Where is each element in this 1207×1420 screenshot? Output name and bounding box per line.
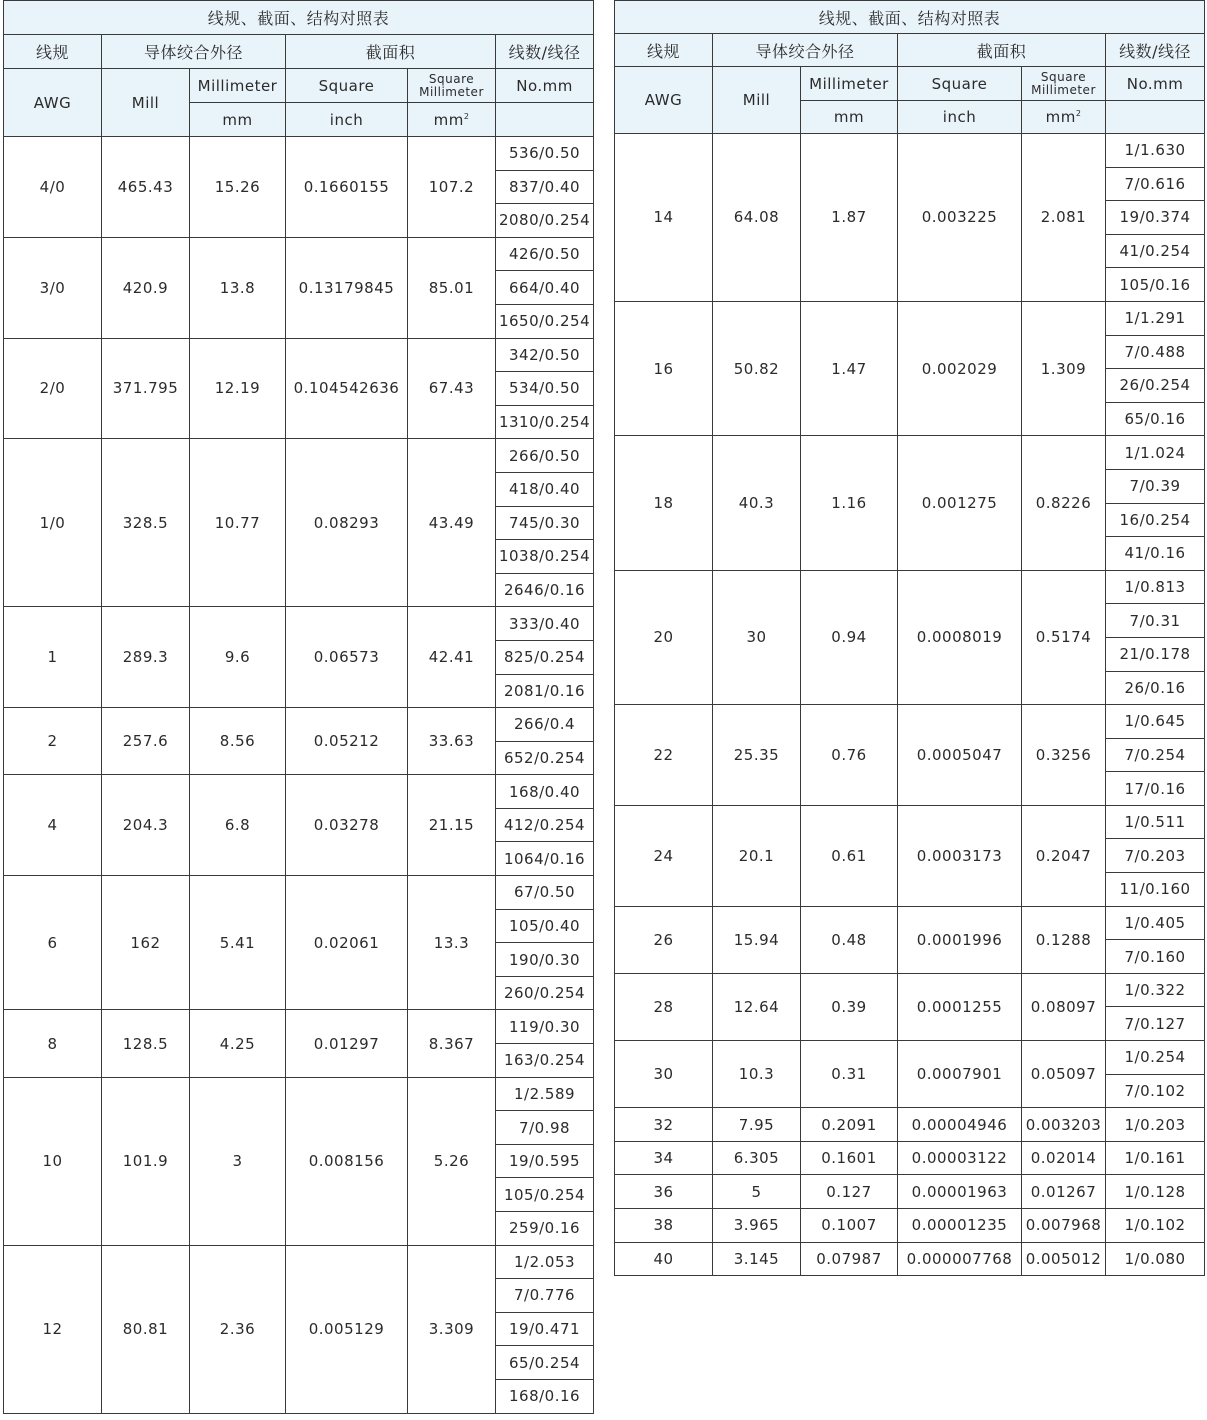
mm2-cell: 8.367 bbox=[408, 1010, 496, 1077]
mill-cell: 20.1 bbox=[713, 805, 801, 906]
inch-cell: 0.08293 bbox=[286, 439, 408, 607]
inch-cell: 0.05212 bbox=[286, 708, 408, 775]
mm-cell: 0.1601 bbox=[801, 1141, 898, 1175]
col-gauge-header: 线规 bbox=[4, 35, 102, 69]
table-row bbox=[4, 1077, 594, 1111]
mm2-cell: 5.26 bbox=[408, 1077, 496, 1245]
square-header: Square bbox=[286, 69, 408, 103]
mm2-cell: 2.081 bbox=[1022, 134, 1106, 302]
mm2-cell: 67.43 bbox=[408, 338, 496, 439]
unit-mm: mm bbox=[190, 103, 286, 137]
mm-cell: 0.1007 bbox=[801, 1209, 898, 1243]
table-row bbox=[615, 1141, 1205, 1175]
table-row bbox=[615, 805, 1205, 839]
inch-cell: 0.0001255 bbox=[898, 973, 1022, 1040]
strand-cell: 119/0.30 bbox=[496, 1010, 594, 1044]
strand-cell: 7/0.488 bbox=[1106, 335, 1205, 369]
awg-cell: 8 bbox=[4, 1010, 102, 1077]
awg-cell: 1 bbox=[4, 607, 102, 708]
table-row bbox=[4, 775, 594, 809]
table-row bbox=[4, 439, 594, 473]
strand-cell: 19/0.471 bbox=[496, 1312, 594, 1346]
table-row bbox=[615, 1175, 1205, 1209]
strand-cell: 7/0.616 bbox=[1106, 167, 1205, 201]
strand-cell: 7/0.203 bbox=[1106, 839, 1205, 873]
strand-cell: 105/0.40 bbox=[496, 909, 594, 943]
strand-cell: 1038/0.254 bbox=[496, 540, 594, 574]
square-millimeter-header bbox=[408, 69, 496, 103]
awg-cell: 40 bbox=[615, 1242, 713, 1276]
mm2-cell: 0.08097 bbox=[1022, 973, 1106, 1040]
strand-cell: 163/0.254 bbox=[496, 1044, 594, 1078]
mm2-cell: 0.2047 bbox=[1022, 805, 1106, 906]
awg-cell: 36 bbox=[615, 1175, 713, 1209]
mm2-cell: 21.15 bbox=[408, 775, 496, 876]
table-row bbox=[4, 708, 594, 742]
strand-cell: 1/2.053 bbox=[496, 1245, 594, 1279]
mill-cell: 289.3 bbox=[102, 607, 190, 708]
inch-cell: 0.1660155 bbox=[286, 137, 408, 238]
strand-cell: 652/0.254 bbox=[496, 741, 594, 775]
awg-cell: 38 bbox=[615, 1209, 713, 1243]
mill-cell: 465.43 bbox=[102, 137, 190, 238]
strand-cell: 266/0.4 bbox=[496, 708, 594, 742]
strand-cell: 1/0.322 bbox=[1106, 973, 1205, 1007]
inch-cell: 0.00003122 bbox=[898, 1141, 1022, 1175]
strand-cell: 412/0.254 bbox=[496, 808, 594, 842]
mm2-cell: 0.3256 bbox=[1022, 705, 1106, 806]
mill-cell: 40.3 bbox=[713, 436, 801, 570]
mm-cell: 0.07987 bbox=[801, 1242, 898, 1276]
mm-cell: 1.47 bbox=[801, 301, 898, 435]
mill-cell: 6.305 bbox=[713, 1141, 801, 1175]
mm2-cell: 0.007968 bbox=[1022, 1209, 1106, 1243]
strand-cell: 1/0.128 bbox=[1106, 1175, 1205, 1209]
mm-cell: 1.16 bbox=[801, 436, 898, 570]
mm-cell: 0.39 bbox=[801, 973, 898, 1040]
awg-cell: 1/0 bbox=[4, 439, 102, 607]
strand-cell: 1/0.405 bbox=[1106, 906, 1205, 940]
mm2-cell: 1.309 bbox=[1022, 301, 1106, 435]
strand-cell: 1/0.645 bbox=[1106, 705, 1205, 739]
mm-cell: 5.41 bbox=[190, 876, 286, 1010]
awg-header: AWG bbox=[615, 67, 713, 134]
unit-inch: inch bbox=[898, 101, 1022, 134]
table-row bbox=[615, 570, 1205, 604]
mm-cell: 0.2091 bbox=[801, 1108, 898, 1142]
mm2-cell: 43.49 bbox=[408, 439, 496, 607]
strand-cell: 333/0.40 bbox=[496, 607, 594, 641]
strand-cell: 67/0.50 bbox=[496, 876, 594, 910]
mm2-cell: 42.41 bbox=[408, 607, 496, 708]
inch-cell: 0.000007768 bbox=[898, 1242, 1022, 1276]
unit-mm2-base: mm bbox=[433, 110, 464, 129]
col-gauge-header: 线规 bbox=[615, 34, 713, 67]
mm2-cell: 0.003203 bbox=[1022, 1108, 1106, 1142]
strand-cell: 41/0.16 bbox=[1106, 537, 1205, 571]
strand-cell: 7/0.102 bbox=[1106, 1074, 1205, 1108]
strand-cell: 7/0.254 bbox=[1106, 738, 1205, 772]
strand-cell: 21/0.178 bbox=[1106, 637, 1205, 671]
unit-mm2-superscript: 2 bbox=[463, 111, 470, 121]
mill-cell: 257.6 bbox=[102, 708, 190, 775]
awg-cell: 10 bbox=[4, 1077, 102, 1245]
inch-cell: 0.13179845 bbox=[286, 237, 408, 338]
unit-empty bbox=[496, 103, 594, 137]
mill-cell: 12.64 bbox=[713, 973, 801, 1040]
strand-cell: 190/0.30 bbox=[496, 943, 594, 977]
awg-cell: 32 bbox=[615, 1108, 713, 1142]
strand-cell: 1/0.102 bbox=[1106, 1209, 1205, 1243]
strand-cell: 1/2.589 bbox=[496, 1077, 594, 1111]
table-row bbox=[4, 338, 594, 372]
mill-cell: 64.08 bbox=[713, 134, 801, 302]
square-millimeter-line2: Millimeter bbox=[419, 84, 484, 99]
col-diameter-header: 导体绞合外径 bbox=[102, 35, 286, 69]
millimeter-header: Millimeter bbox=[190, 69, 286, 103]
strand-cell: 1/0.511 bbox=[1106, 805, 1205, 839]
mm-cell: 12.19 bbox=[190, 338, 286, 439]
strand-cell: 1/1.630 bbox=[1106, 134, 1205, 168]
mm-cell: 0.48 bbox=[801, 906, 898, 973]
no-mm-header: No.mm bbox=[1106, 67, 1205, 101]
table-row bbox=[4, 607, 594, 641]
strand-cell: 17/0.16 bbox=[1106, 772, 1205, 806]
awg-cell: 4 bbox=[4, 775, 102, 876]
mm-cell: 8.56 bbox=[190, 708, 286, 775]
awg-cell: 2 bbox=[4, 708, 102, 775]
inch-cell: 0.02061 bbox=[286, 876, 408, 1010]
inch-cell: 0.008156 bbox=[286, 1077, 408, 1245]
square-millimeter-header bbox=[1022, 67, 1106, 101]
square-millimeter-line1: Square bbox=[428, 71, 475, 86]
inch-cell: 0.0008019 bbox=[898, 570, 1022, 704]
awg-cell: 20 bbox=[615, 570, 713, 704]
mill-cell: 25.35 bbox=[713, 705, 801, 806]
strand-cell: 65/0.16 bbox=[1106, 402, 1205, 436]
awg-cell: 28 bbox=[615, 973, 713, 1040]
strand-cell: 1/0.203 bbox=[1106, 1108, 1205, 1142]
table-row bbox=[615, 906, 1205, 940]
mill-cell: 128.5 bbox=[102, 1010, 190, 1077]
strand-cell: 1310/0.254 bbox=[496, 405, 594, 439]
square-millimeter-line2: Millimeter bbox=[1031, 82, 1096, 97]
inch-cell: 0.00001235 bbox=[898, 1209, 1022, 1243]
table-row bbox=[615, 1041, 1205, 1075]
strand-cell: 65/0.254 bbox=[496, 1346, 594, 1380]
strand-cell: 418/0.40 bbox=[496, 472, 594, 506]
mill-cell: 420.9 bbox=[102, 237, 190, 338]
strand-cell: 536/0.50 bbox=[496, 137, 594, 171]
unit-empty bbox=[1106, 101, 1205, 134]
mill-cell: 3.145 bbox=[713, 1242, 801, 1276]
unit-mm2 bbox=[1022, 101, 1106, 134]
inch-cell: 0.0003173 bbox=[898, 805, 1022, 906]
strand-cell: 7/0.127 bbox=[1106, 1007, 1205, 1041]
mm2-cell: 0.1288 bbox=[1022, 906, 1106, 973]
mm2-cell: 3.309 bbox=[408, 1245, 496, 1413]
mill-cell: 10.3 bbox=[713, 1041, 801, 1108]
col-area-header: 截面积 bbox=[898, 34, 1106, 67]
mm2-cell: 0.02014 bbox=[1022, 1141, 1106, 1175]
mm-cell: 6.8 bbox=[190, 775, 286, 876]
millimeter-header: Millimeter bbox=[801, 67, 898, 101]
table-row bbox=[615, 134, 1205, 168]
strand-cell: 664/0.40 bbox=[496, 271, 594, 305]
strand-cell: 16/0.254 bbox=[1106, 503, 1205, 537]
awg-cell: 2/0 bbox=[4, 338, 102, 439]
mill-cell: 101.9 bbox=[102, 1077, 190, 1245]
mill-header: Mill bbox=[102, 69, 190, 137]
strand-cell: 1/1.024 bbox=[1106, 436, 1205, 470]
inch-cell: 0.06573 bbox=[286, 607, 408, 708]
left-table-wrapper bbox=[3, 0, 594, 1414]
awg-cell: 34 bbox=[615, 1141, 713, 1175]
strand-cell: 1/0.080 bbox=[1106, 1242, 1205, 1276]
mill-cell: 15.94 bbox=[713, 906, 801, 973]
strand-cell: 7/0.776 bbox=[496, 1279, 594, 1313]
strand-cell: 1064/0.16 bbox=[496, 842, 594, 876]
table-title: 线规、截面、结构对照表 bbox=[4, 1, 594, 35]
table-row bbox=[615, 705, 1205, 739]
strand-cell: 19/0.595 bbox=[496, 1144, 594, 1178]
mm2-cell: 0.005012 bbox=[1022, 1242, 1106, 1276]
mill-cell: 5 bbox=[713, 1175, 801, 1209]
left-table bbox=[3, 0, 594, 1414]
strand-cell: 7/0.31 bbox=[1106, 604, 1205, 638]
strand-cell: 825/0.254 bbox=[496, 640, 594, 674]
table-row bbox=[4, 1245, 594, 1279]
strand-cell: 534/0.50 bbox=[496, 372, 594, 406]
mm-cell: 4.25 bbox=[190, 1010, 286, 1077]
inch-cell: 0.0001996 bbox=[898, 906, 1022, 973]
strand-cell: 41/0.254 bbox=[1106, 234, 1205, 268]
table-row bbox=[4, 876, 594, 910]
mill-cell: 3.965 bbox=[713, 1209, 801, 1243]
strand-cell: 168/0.16 bbox=[496, 1379, 594, 1413]
mill-cell: 162 bbox=[102, 876, 190, 1010]
strand-cell: 342/0.50 bbox=[496, 338, 594, 372]
table-row bbox=[615, 1108, 1205, 1142]
mm-cell: 1.87 bbox=[801, 134, 898, 302]
col-diameter-header: 导体绞合外径 bbox=[713, 34, 898, 67]
mm-cell: 0.31 bbox=[801, 1041, 898, 1108]
inch-cell: 0.0005047 bbox=[898, 705, 1022, 806]
awg-cell: 6 bbox=[4, 876, 102, 1010]
inch-cell: 0.03278 bbox=[286, 775, 408, 876]
awg-cell: 4/0 bbox=[4, 137, 102, 238]
mill-cell: 7.95 bbox=[713, 1108, 801, 1142]
col-strands-header: 线数/线径 bbox=[1106, 34, 1205, 67]
inch-cell: 0.005129 bbox=[286, 1245, 408, 1413]
square-millimeter-line1: Square bbox=[1040, 69, 1087, 84]
col-area-header: 截面积 bbox=[286, 35, 496, 69]
awg-cell: 22 bbox=[615, 705, 713, 806]
right-table-wrapper bbox=[614, 0, 1205, 1276]
mm-cell: 0.76 bbox=[801, 705, 898, 806]
mm-cell: 3 bbox=[190, 1077, 286, 1245]
strand-cell: 7/0.98 bbox=[496, 1111, 594, 1145]
mill-cell: 30 bbox=[713, 570, 801, 704]
table-row bbox=[4, 237, 594, 271]
strand-cell: 1/1.291 bbox=[1106, 301, 1205, 335]
mm2-cell: 13.3 bbox=[408, 876, 496, 1010]
awg-cell: 18 bbox=[615, 436, 713, 570]
mm2-cell: 0.05097 bbox=[1022, 1041, 1106, 1108]
mm2-cell: 0.5174 bbox=[1022, 570, 1106, 704]
strand-cell: 837/0.40 bbox=[496, 170, 594, 204]
square-header: Square bbox=[898, 67, 1022, 101]
inch-cell: 0.01297 bbox=[286, 1010, 408, 1077]
mm-cell: 0.94 bbox=[801, 570, 898, 704]
strand-cell: 259/0.16 bbox=[496, 1212, 594, 1246]
strand-cell: 1/0.813 bbox=[1106, 570, 1205, 604]
mm-cell: 0.127 bbox=[801, 1175, 898, 1209]
mill-cell: 371.795 bbox=[102, 338, 190, 439]
awg-cell: 12 bbox=[4, 1245, 102, 1413]
awg-header: AWG bbox=[4, 69, 102, 137]
mm2-cell: 85.01 bbox=[408, 237, 496, 338]
strand-cell: 266/0.50 bbox=[496, 439, 594, 473]
mill-cell: 328.5 bbox=[102, 439, 190, 607]
mm2-cell: 107.2 bbox=[408, 137, 496, 238]
unit-mm2 bbox=[408, 103, 496, 137]
awg-cell: 26 bbox=[615, 906, 713, 973]
mm-cell: 9.6 bbox=[190, 607, 286, 708]
unit-inch: inch bbox=[286, 103, 408, 137]
unit-mm2-superscript: 2 bbox=[1075, 109, 1082, 118]
strand-cell: 19/0.374 bbox=[1106, 201, 1205, 235]
strand-cell: 7/0.39 bbox=[1106, 469, 1205, 503]
unit-mm2-base: mm bbox=[1045, 108, 1076, 126]
awg-cell: 3/0 bbox=[4, 237, 102, 338]
strand-cell: 168/0.40 bbox=[496, 775, 594, 809]
inch-cell: 0.003225 bbox=[898, 134, 1022, 302]
inch-cell: 0.002029 bbox=[898, 301, 1022, 435]
mill-cell: 204.3 bbox=[102, 775, 190, 876]
mm-cell: 13.8 bbox=[190, 237, 286, 338]
mill-cell: 80.81 bbox=[102, 1245, 190, 1413]
mm-cell: 2.36 bbox=[190, 1245, 286, 1413]
inch-cell: 0.0007901 bbox=[898, 1041, 1022, 1108]
strand-cell: 1650/0.254 bbox=[496, 304, 594, 338]
table-row bbox=[615, 1242, 1205, 1276]
table-row bbox=[4, 1010, 594, 1044]
mm-cell: 10.77 bbox=[190, 439, 286, 607]
table-row bbox=[615, 1209, 1205, 1243]
mm-cell: 0.61 bbox=[801, 805, 898, 906]
awg-cell: 30 bbox=[615, 1041, 713, 1108]
table-row bbox=[615, 973, 1205, 1007]
mill-header: Mill bbox=[713, 67, 801, 134]
inch-cell: 0.00004946 bbox=[898, 1108, 1022, 1142]
strand-cell: 260/0.254 bbox=[496, 976, 594, 1010]
strand-cell: 1/0.254 bbox=[1106, 1041, 1205, 1075]
mm2-cell: 0.01267 bbox=[1022, 1175, 1106, 1209]
awg-cell: 16 bbox=[615, 301, 713, 435]
strand-cell: 105/0.16 bbox=[1106, 268, 1205, 302]
inch-cell: 0.001275 bbox=[898, 436, 1022, 570]
strand-cell: 26/0.16 bbox=[1106, 671, 1205, 705]
right-table bbox=[614, 0, 1205, 1276]
table-title: 线规、截面、结构对照表 bbox=[615, 1, 1205, 34]
strand-cell: 2646/0.16 bbox=[496, 573, 594, 607]
mm2-cell: 0.8226 bbox=[1022, 436, 1106, 570]
unit-mm: mm bbox=[801, 101, 898, 134]
no-mm-header: No.mm bbox=[496, 69, 594, 103]
mm2-cell: 33.63 bbox=[408, 708, 496, 775]
mm-cell: 15.26 bbox=[190, 137, 286, 238]
awg-cell: 24 bbox=[615, 805, 713, 906]
table-row bbox=[615, 436, 1205, 470]
strand-cell: 426/0.50 bbox=[496, 237, 594, 271]
table-row bbox=[615, 301, 1205, 335]
strand-cell: 2081/0.16 bbox=[496, 674, 594, 708]
awg-cell: 14 bbox=[615, 134, 713, 302]
strand-cell: 1/0.161 bbox=[1106, 1141, 1205, 1175]
table-row bbox=[4, 137, 594, 171]
inch-cell: 0.00001963 bbox=[898, 1175, 1022, 1209]
strand-cell: 7/0.160 bbox=[1106, 940, 1205, 974]
strand-cell: 11/0.160 bbox=[1106, 873, 1205, 907]
strand-cell: 26/0.254 bbox=[1106, 369, 1205, 403]
col-strands-header: 线数/线径 bbox=[496, 35, 594, 69]
mill-cell: 50.82 bbox=[713, 301, 801, 435]
strand-cell: 2080/0.254 bbox=[496, 204, 594, 238]
strand-cell: 745/0.30 bbox=[496, 506, 594, 540]
inch-cell: 0.104542636 bbox=[286, 338, 408, 439]
strand-cell: 105/0.254 bbox=[496, 1178, 594, 1212]
